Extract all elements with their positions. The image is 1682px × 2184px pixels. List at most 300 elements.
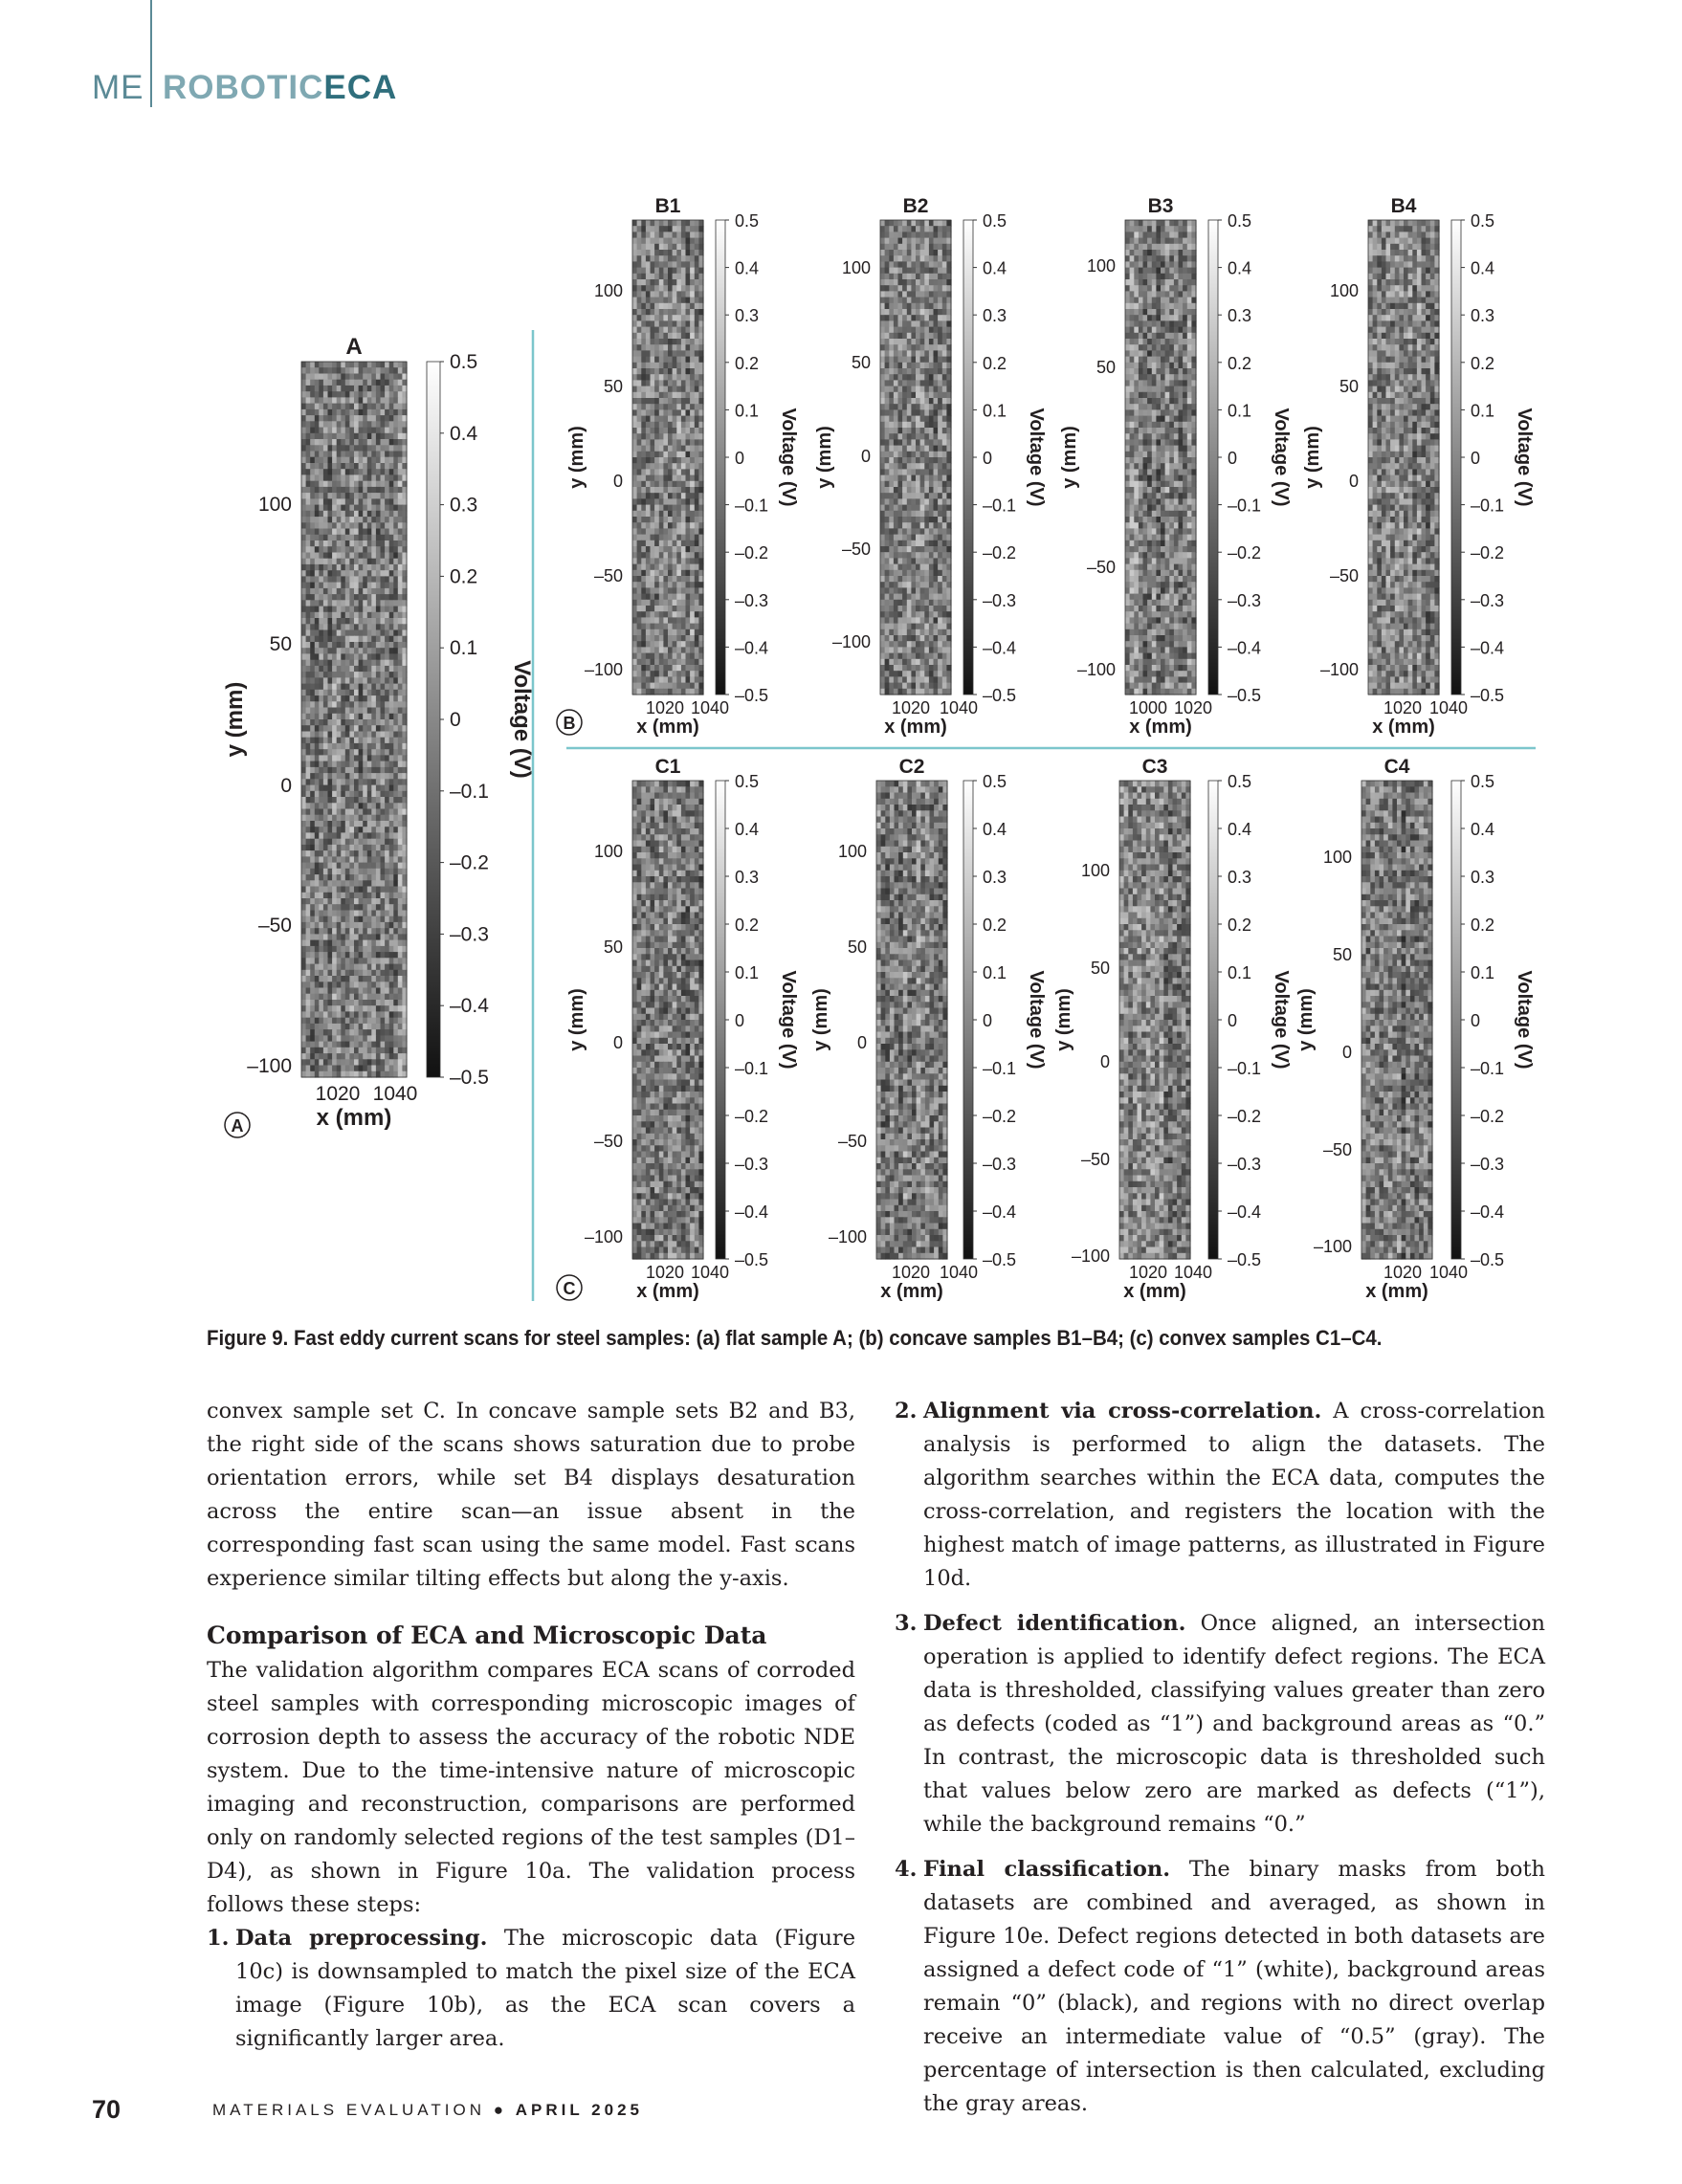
scan-pixel [306,481,311,488]
scan-pixel [898,255,903,262]
scan-pixel [681,540,686,547]
scan-pixel [306,946,311,953]
scan-pixel [389,559,394,565]
scan-pixel [632,274,637,280]
scan-pixel [328,898,333,905]
scan-pixel [695,220,699,227]
scan-pixel [916,238,920,245]
scan-pixel [637,582,642,588]
scan-pixel [654,493,659,499]
scan-pixel [673,576,677,583]
scan-pixel [907,374,912,381]
scan-pixel [393,583,398,589]
scan-pixel [345,946,350,953]
scan-pixel [328,976,333,982]
scan-pixel [907,344,912,351]
scan-pixel [328,738,333,744]
scan-pixel [337,457,342,464]
scan-pixel [646,659,651,666]
scan-pixel [885,261,890,268]
scan-pixel [306,928,311,935]
scan-pixel [385,498,389,505]
scan-pixel [889,274,894,280]
scan-pixel [328,564,333,571]
scan-pixel [332,797,337,804]
scan-pixel [349,749,354,756]
scan-pixel [376,695,381,702]
scan-pixel [641,659,646,666]
scan-pixel [676,582,681,588]
scan-pixel [654,244,659,251]
scan-pixel [315,380,320,386]
scan-pixel [676,671,681,677]
scan-pixel [310,749,315,756]
scan-pixel [929,409,934,416]
scan-pixel [641,582,646,588]
scan-pixel [676,226,681,232]
scan-pixel [654,255,659,262]
scan-pixel [371,607,376,613]
scan-pixel [398,1005,403,1012]
scan-pixel [632,422,637,429]
scan-pixel [376,505,381,512]
scan-pixel [393,469,398,475]
scan-pixel [376,439,381,446]
scan-pixel [389,946,394,953]
scan-pixel [371,409,376,416]
scan-pixel [341,439,345,446]
scan-pixel [345,529,350,536]
scan-pixel [359,785,364,792]
scan-pixel [301,487,306,494]
scan-pixel [332,624,337,630]
scan-pixel [354,391,359,398]
scan-pixel [319,928,323,935]
scan-pixel [315,583,320,589]
scan-pixel [337,636,342,643]
scan-pixel [310,677,315,684]
scan-pixel [889,357,894,364]
scan-pixel [319,1000,323,1006]
scan-pixel [393,428,398,434]
scan-pixel [371,1029,376,1036]
scan-pixel [315,421,320,428]
scan-pixel [328,695,333,702]
scan-pixel [345,1048,350,1054]
scan-pixel [942,392,947,399]
scan-pixel [681,635,686,642]
scan-pixel [363,386,367,392]
scan-pixel [889,226,894,232]
scan-pixel [393,934,398,940]
scan-pixel [349,982,354,988]
scan-pixel [345,624,350,630]
scan-pixel [328,540,333,547]
scan-pixel [681,357,686,364]
x-axis-label: x (mm) [636,717,699,738]
scan-pixel [371,773,376,780]
scan-pixel [363,785,367,792]
scan-pixel [663,274,668,280]
scan-pixel [332,1059,337,1066]
scan-pixel [681,683,686,690]
scan-pixel [323,1018,328,1025]
scan-pixel [641,635,646,642]
scan-pixel [319,367,323,374]
scan-pixel [306,493,311,499]
scan-pixel [894,374,898,381]
scan-pixel [332,1000,337,1006]
scan-pixel [310,421,315,428]
scan-pixel [929,475,934,482]
scan-pixel [646,671,651,677]
scan-pixel [902,303,907,310]
scan-pixel [328,546,333,553]
scan-pixel [681,611,686,618]
scan-pixel [398,428,403,434]
scan-pixel [328,624,333,630]
scan-pixel [332,964,337,971]
colorbar-tick-label: 0 [450,709,461,731]
scan-pixel [319,761,323,768]
scan-pixel [907,363,912,369]
scan-pixel [319,421,323,428]
scan-pixel [632,505,637,512]
scan-pixel [371,839,376,846]
scan-pixel [345,1011,350,1018]
scan-pixel [637,517,642,523]
scan-pixel [315,922,320,929]
scan-pixel [349,964,354,971]
scan-pixel [632,641,637,648]
scan-pixel [385,684,389,691]
scan-pixel [381,553,386,560]
scan-pixel [389,511,394,518]
scan-pixel [310,940,315,947]
scan-pixel [328,850,333,857]
scan-pixel [880,244,885,251]
scan-pixel [359,749,364,756]
scan-pixel [323,1005,328,1012]
scan-pixel [332,1005,337,1012]
scan-pixel [663,339,668,345]
scan-pixel [363,1029,367,1036]
scan-pixel [880,433,885,440]
scan-pixel [632,624,637,630]
scan-pixel [637,244,642,251]
scan-pixel [885,226,890,232]
scan-pixel [673,611,677,618]
scan-pixel [920,285,925,292]
scan-pixel [398,498,403,505]
scan-pixel [367,1048,372,1054]
scan-pixel [385,642,389,649]
scan-pixel [323,893,328,899]
scan-pixel [641,368,646,375]
scan-pixel [349,832,354,839]
scan-pixel [367,493,372,499]
scan-pixel [663,606,668,612]
scan-pixel [907,463,912,470]
scan-pixel [301,803,306,809]
scan-pixel [398,1035,403,1042]
scan-pixel [398,452,403,458]
scan-pixel [319,648,323,654]
scan-pixel [651,291,655,298]
scan-pixel [363,803,367,809]
scan-pixel [641,487,646,494]
scan-pixel [389,809,394,816]
scan-pixel [354,618,359,625]
scan-pixel [381,546,386,553]
scan-pixel [328,409,333,416]
scan-pixel [695,320,699,327]
scan-pixel [332,618,337,625]
scan-pixel [315,469,320,475]
scan-pixel [323,607,328,613]
scan-pixel [354,636,359,643]
scan-pixel [345,433,350,440]
scan-pixel [389,540,394,547]
scan-pixel [301,391,306,398]
scan-pixel [942,463,947,470]
scan-pixel [341,952,345,959]
scan-pixel [929,344,934,351]
scan-pixel [902,433,907,440]
scan-pixel [686,659,691,666]
scan-pixel [659,398,664,405]
scan-pixel [385,839,389,846]
scan-pixel [306,362,311,368]
scan-pixel [301,821,306,827]
scan-pixel [345,970,350,977]
scan-pixel [686,665,691,672]
scan-pixel [389,922,394,929]
scan-pixel [641,498,646,505]
scan-pixel [371,677,376,684]
scan-pixel [345,827,350,833]
scan-pixel [920,226,925,232]
scan-pixel [695,587,699,594]
scan-pixel [345,815,350,822]
scan-pixel [637,315,642,321]
scan-pixel [359,463,364,470]
scan-pixel [359,738,364,744]
scan-pixel [911,250,916,256]
scan-pixel [920,357,925,364]
scan-pixel [934,303,939,310]
scan-pixel [332,660,337,667]
scan-pixel [323,367,328,374]
scan-pixel [920,392,925,399]
scan-pixel [393,940,398,947]
scan-pixel [663,535,668,541]
scan-pixel [328,779,333,785]
scan-pixel [902,469,907,475]
scan-pixel [371,564,376,571]
scan-pixel [659,250,664,256]
scan-pixel [938,409,942,416]
scan-pixel [681,428,686,434]
scan-pixel [389,642,394,649]
scan-pixel [315,660,320,667]
scan-pixel [673,309,677,316]
scan-pixel [646,398,651,405]
scan-pixel [385,677,389,684]
scan-pixel [315,725,320,732]
scan-pixel [376,624,381,630]
scan-pixel [354,428,359,434]
scan-pixel [359,952,364,959]
scan-pixel [920,303,925,310]
scan-pixel [354,928,359,935]
scan-pixel [376,869,381,875]
scan-pixel [332,952,337,959]
scan-pixel [381,666,386,673]
scan-pixel [349,404,354,410]
scan-pixel [319,887,323,893]
scan-pixel [359,850,364,857]
scan-pixel [310,505,315,512]
scan-pixel [916,274,920,280]
scan-pixel [676,689,681,695]
scan-pixel [354,607,359,613]
scan-pixel [686,617,691,624]
scan-pixel [690,611,695,618]
scan-pixel [363,1071,367,1078]
scan-pixel [916,380,920,386]
scan-pixel [389,498,394,505]
scan-pixel [389,1053,394,1060]
scan-pixel [651,528,655,535]
scan-pixel [385,1029,389,1036]
scan-pixel [341,815,345,822]
scan-pixel [690,409,695,416]
scan-pixel [337,677,342,684]
scan-pixel [668,320,673,327]
scan-pixel [942,363,947,369]
scan-pixel [359,904,364,911]
scan-pixel [389,773,394,780]
scan-pixel [686,457,691,464]
scan-pixel [690,452,695,458]
scan-pixel [328,880,333,887]
scan-pixel [673,624,677,630]
scan-pixel [668,617,673,624]
scan-pixel [934,374,939,381]
scan-pixel [924,457,929,464]
scan-pixel [663,487,668,494]
scan-pixel [359,767,364,774]
scan-pixel [328,911,333,917]
scan-pixel [345,594,350,601]
scan-pixel [681,255,686,262]
scan-pixel [911,368,916,375]
scan-pixel [673,374,677,381]
scan-pixel [349,529,354,536]
scan-pixel [911,487,916,494]
scan-pixel [654,511,659,518]
scan-pixel [641,689,646,695]
scan-pixel [668,285,673,292]
scan-pixel [938,386,942,393]
scan-pixel [929,268,934,275]
colorbar [716,220,725,695]
scan-pixel [385,594,389,601]
scan-pixel [315,988,320,995]
scan-pixel [359,517,364,523]
scan-pixel [641,380,646,386]
scan-pixel [381,893,386,899]
scan-pixel [367,564,372,571]
scan-pixel [332,576,337,583]
scan-pixel [359,988,364,995]
scan-pixel [695,606,699,612]
scan-pixel [337,773,342,780]
scan-pixel [929,481,934,488]
scan-pixel [349,755,354,761]
scan-pixel [659,629,664,636]
scan-pixel [654,392,659,399]
scan-pixel [345,564,350,571]
scan-pixel [363,452,367,458]
scan-pixel [911,446,916,452]
scan-pixel [323,612,328,619]
scan-pixel [651,320,655,327]
scan-pixel [306,922,311,929]
scan-pixel [686,493,691,499]
scan-pixel [668,540,673,547]
scan-pixel [393,457,398,464]
scan-pixel [885,487,890,494]
scan-pixel [676,274,681,280]
scan-pixel [332,761,337,768]
scan-pixel [393,642,398,649]
scan-pixel [938,392,942,399]
scan-pixel [654,617,659,624]
scan-pixel [938,357,942,364]
scan-pixel [393,922,398,929]
scan-pixel [637,647,642,653]
scan-pixel [646,291,651,298]
scan-pixel [323,498,328,505]
scan-pixel [637,606,642,612]
scan-pixel [393,755,398,761]
scan-pixel [934,244,939,251]
scan-pixel [371,911,376,917]
scan-pixel [354,761,359,768]
scan-pixel [632,600,637,607]
scan-pixel [894,428,898,434]
scan-pixel [681,392,686,399]
scan-pixel [376,642,381,649]
scan-pixel [310,928,315,935]
scan-pixel [659,535,664,541]
scan-pixel [371,517,376,523]
scan-pixel [323,988,328,995]
scan-pixel [686,498,691,505]
scan-pixel [673,564,677,571]
scan-pixel [880,416,885,423]
scan-pixel [315,708,320,715]
scan-pixel [345,719,350,726]
scan-pixel [695,244,699,251]
scan-pixel [345,809,350,816]
scan-pixel [328,463,333,470]
scan-pixel [889,452,894,458]
scan-pixel [646,587,651,594]
scan-pixel [920,446,925,452]
